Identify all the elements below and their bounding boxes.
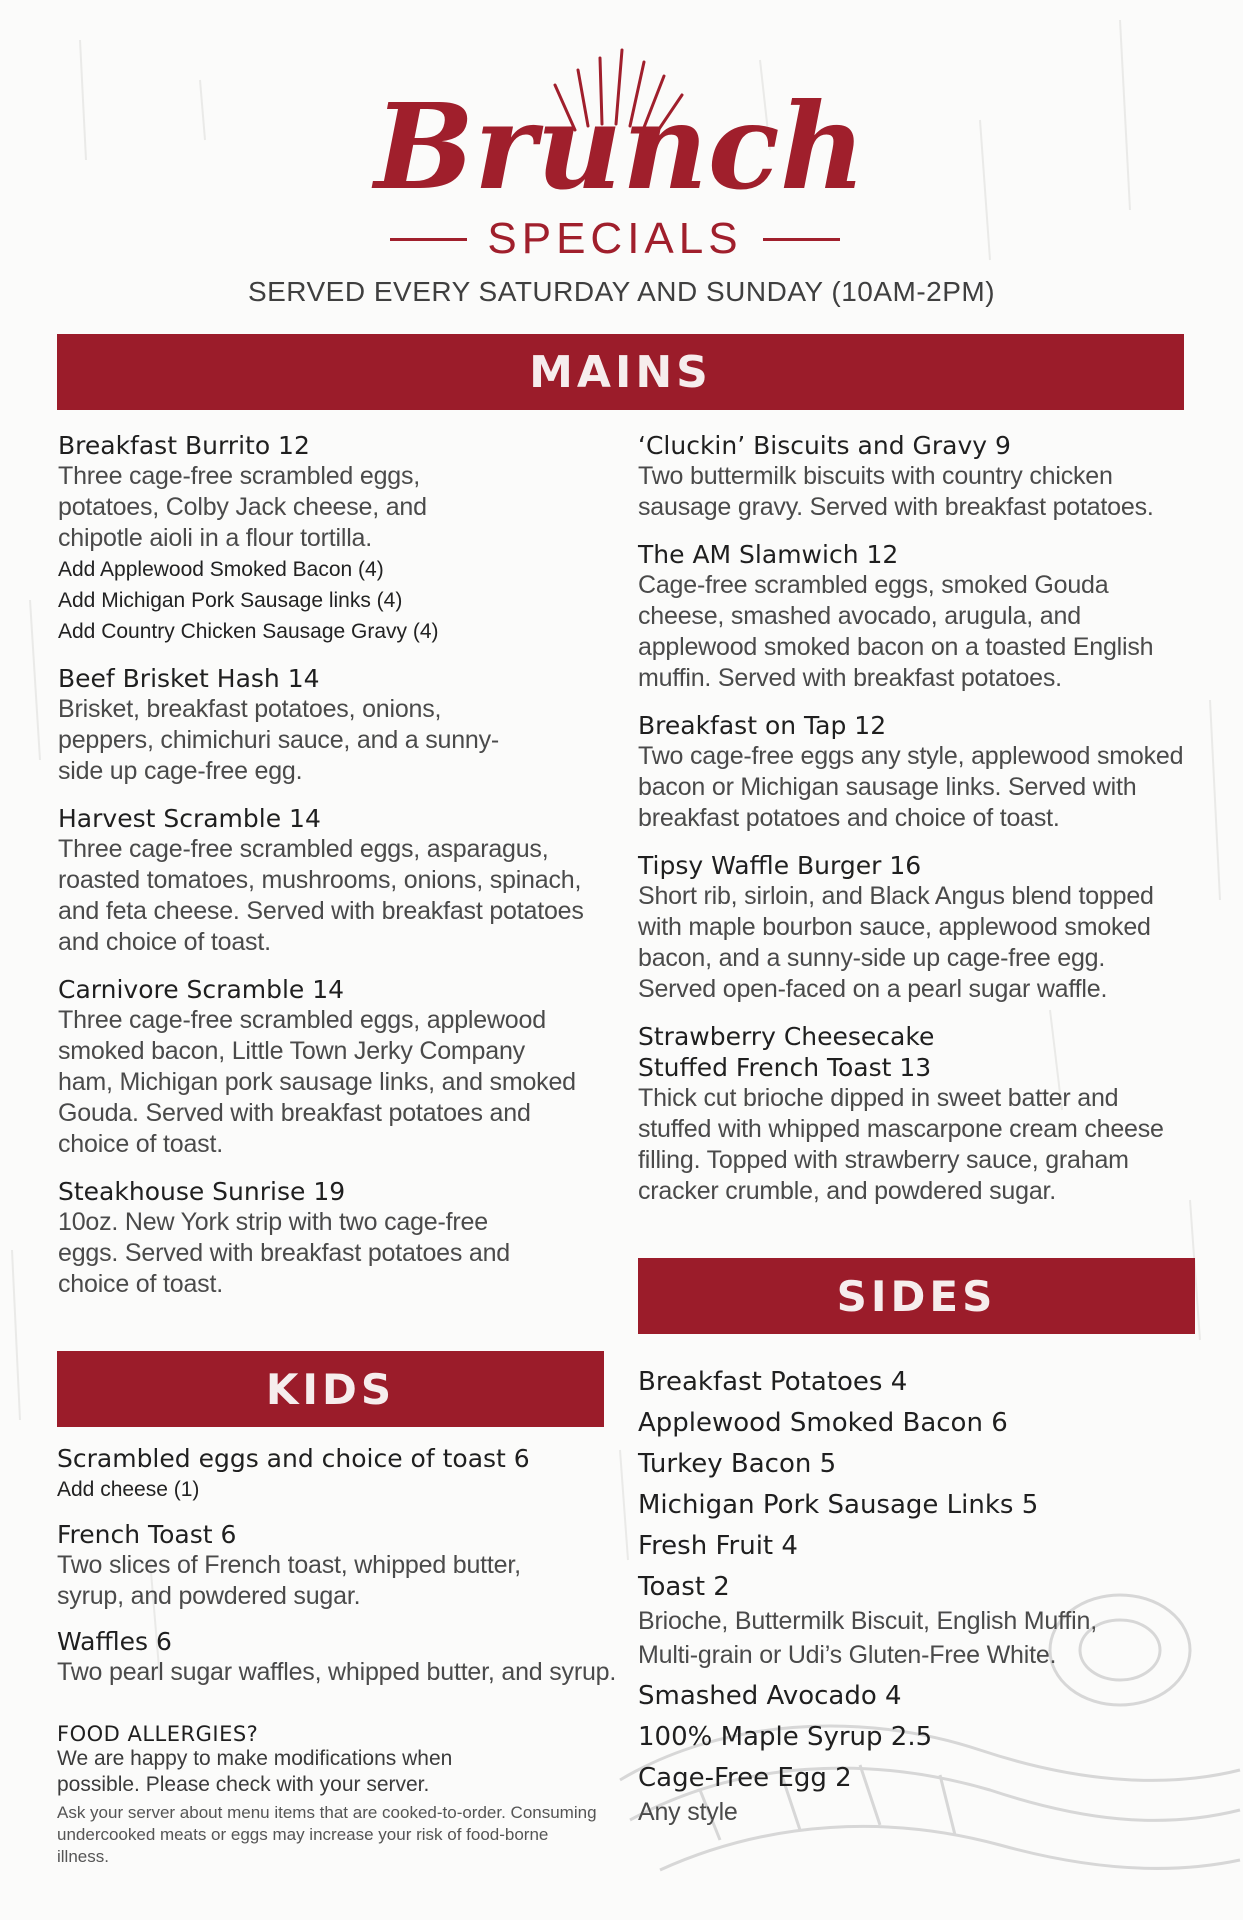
mains-heading: MAINS xyxy=(529,346,712,398)
menu-item xyxy=(58,1176,628,1300)
menu-item xyxy=(57,1443,637,1505)
item-title: Scrambled eggs and choice of toast 6 xyxy=(57,1444,530,1473)
side-item xyxy=(638,1365,1198,1399)
item-title: Tipsy Waffle Burger 16 xyxy=(638,851,922,880)
item-description: Thick cut brioche dipped in sweet batter and stuffed with whipped mascarpone cream cheese filling. Topped with strawberry sauce, graham cracker crumble, and powdered sugar. xyxy=(638,1084,1164,1205)
menu-item xyxy=(638,850,1208,1005)
item-title: Carnivore Scramble 14 xyxy=(58,975,345,1004)
menu-item xyxy=(638,1021,1208,1207)
allergy-notice xyxy=(57,1722,617,1868)
item-description: Two buttermilk biscuits with country chicken sausage gravy. Served with breakfast potatoes. xyxy=(638,462,1154,521)
side-item xyxy=(638,1679,1198,1713)
served-schedule: SERVED EVERY SATURDAY AND SUNDAY (10AM-2PM) xyxy=(247,276,996,307)
item-description: Cage-free scrambled eggs, smoked Gouda cheese, smashed avocado, arugula, and applewood smoked bacon on a toasted English muffin. Served with breakfast potatoes. xyxy=(638,571,1154,692)
side-item xyxy=(638,1406,1198,1440)
side-item xyxy=(638,1529,1198,1563)
mains-right-column xyxy=(638,430,1208,1223)
item-description: 10oz. New York strip with two cage-free eggs. Served with breakfast potatoes and choice of toast. xyxy=(58,1208,511,1298)
item-title: Waffles 6 xyxy=(57,1627,172,1656)
brunch-logo-text: Brunch xyxy=(374,77,866,216)
menu-item xyxy=(58,803,628,958)
sides-column xyxy=(638,1365,1198,1836)
item-title: Breakfast on Tap 12 xyxy=(638,711,887,740)
item-description: Short rib, sirloin, and Black Angus blend topped with maple bourbon sauce, applewood smoked bacon, and a sunny-side up cage-free egg. Served open-faced on a pearl sugar waffle. xyxy=(638,882,1154,1003)
item-title: Strawberry Cheesecake Stuffed French Toast 13 xyxy=(638,1022,935,1082)
mains-banner xyxy=(57,334,1184,410)
item-title: ‘Cluckin’ Biscuits and Gravy 9 xyxy=(638,431,1011,460)
item-title: Michigan Pork Sausage Links 5 xyxy=(638,1490,1039,1520)
item-title: 100% Maple Syrup 2.5 xyxy=(638,1722,933,1752)
item-title: Cage-Free Egg 2 xyxy=(638,1763,852,1793)
item-description: Three cage-free scrambled eggs, asparagus, roasted tomatoes, mushrooms, onions, spinach, and feta cheese. Served with breakfast potatoes and choice of toast. xyxy=(58,835,584,956)
menu-item xyxy=(58,974,628,1160)
item-description: Three cage-free scrambled eggs, potatoes, Colby Jack cheese, and chipotle aioli in a flour tortilla. xyxy=(58,462,427,552)
menu-item xyxy=(638,539,1208,694)
menu-item xyxy=(57,1519,637,1612)
menu-item xyxy=(58,430,628,647)
item-description: Two cage-free eggs any style, applewood smoked bacon or Michigan sausage links. Served with breakfast potatoes and choice of toast. xyxy=(638,742,1184,832)
menu-item xyxy=(638,710,1208,834)
item-title: Smashed Avocado 4 xyxy=(638,1681,902,1711)
menu-item xyxy=(58,663,628,787)
kids-heading: KIDS xyxy=(265,1364,396,1414)
side-item xyxy=(638,1570,1198,1672)
brunch-logo xyxy=(360,40,880,220)
kids-banner xyxy=(57,1351,604,1427)
item-title: Fresh Fruit 4 xyxy=(638,1531,798,1561)
side-item xyxy=(638,1720,1198,1754)
item-title: Steakhouse Sunrise 19 xyxy=(58,1177,346,1206)
allergy-warning: Ask your server about menu items that are cooked-to-order. Consuming undercooked meats or eggs may increase your risk of food-borne illness. xyxy=(57,1803,597,1866)
sides-heading: SIDES xyxy=(836,1271,997,1321)
item-title: Harvest Scramble 14 xyxy=(58,804,321,833)
item-description: Two slices of French toast, whipped butter, syrup, and powdered sugar. xyxy=(57,1551,521,1610)
item-description: Brioche, Buttermilk Biscuit, English Muffin, Multi-grain or Udi’s Gluten-Free White. xyxy=(638,1607,1097,1669)
item-title: Toast 2 xyxy=(638,1572,730,1602)
item-description: Any style xyxy=(638,1798,738,1826)
side-item xyxy=(638,1488,1198,1522)
item-description: Three cage-free scrambled eggs, applewood smoked bacon, Little Town Jerky Company ham, Michigan pork sausage links, and smoked Gouda. Served with breakfast potatoes and choice of toast. xyxy=(58,1006,576,1158)
item-description: Brisket, breakfast potatoes, onions, peppers, chimichuri sauce, and a sunny-side up cage-free egg. xyxy=(58,695,500,785)
item-description: Two pearl sugar waffles, whipped butter, and syrup. xyxy=(57,1658,617,1686)
item-title: The AM Slamwich 12 xyxy=(638,540,899,569)
sides-banner xyxy=(638,1258,1195,1334)
kids-column xyxy=(57,1443,637,1702)
specials-title: SPECIALS xyxy=(487,214,743,263)
item-addon: Add Applewood Smoked Bacon (4) xyxy=(58,558,384,581)
item-title: Turkey Bacon 5 xyxy=(638,1449,837,1479)
item-title: Beef Brisket Hash 14 xyxy=(58,664,320,693)
item-title: Applewood Smoked Bacon 6 xyxy=(638,1408,1008,1438)
item-title: Breakfast Burrito 12 xyxy=(58,431,310,460)
divider xyxy=(763,238,840,241)
divider xyxy=(390,238,467,241)
menu-item xyxy=(638,430,1208,523)
allergy-title: FOOD ALLERGIES? xyxy=(57,1722,259,1746)
specials-row xyxy=(390,214,840,264)
allergy-description: We are happy to make modifications when possible. Please check with your server. xyxy=(57,1747,453,1796)
mains-left-column xyxy=(58,430,628,1316)
item-addon: Add Country Chicken Sausage Gravy (4) xyxy=(58,620,439,643)
item-title: Breakfast Potatoes 4 xyxy=(638,1367,908,1397)
item-addon: Add Michigan Pork Sausage links (4) xyxy=(58,589,403,612)
side-item xyxy=(638,1761,1198,1829)
item-addon: Add cheese (1) xyxy=(57,1478,200,1501)
side-item xyxy=(638,1447,1198,1481)
menu-item xyxy=(57,1626,637,1688)
item-title: French Toast 6 xyxy=(57,1520,237,1549)
